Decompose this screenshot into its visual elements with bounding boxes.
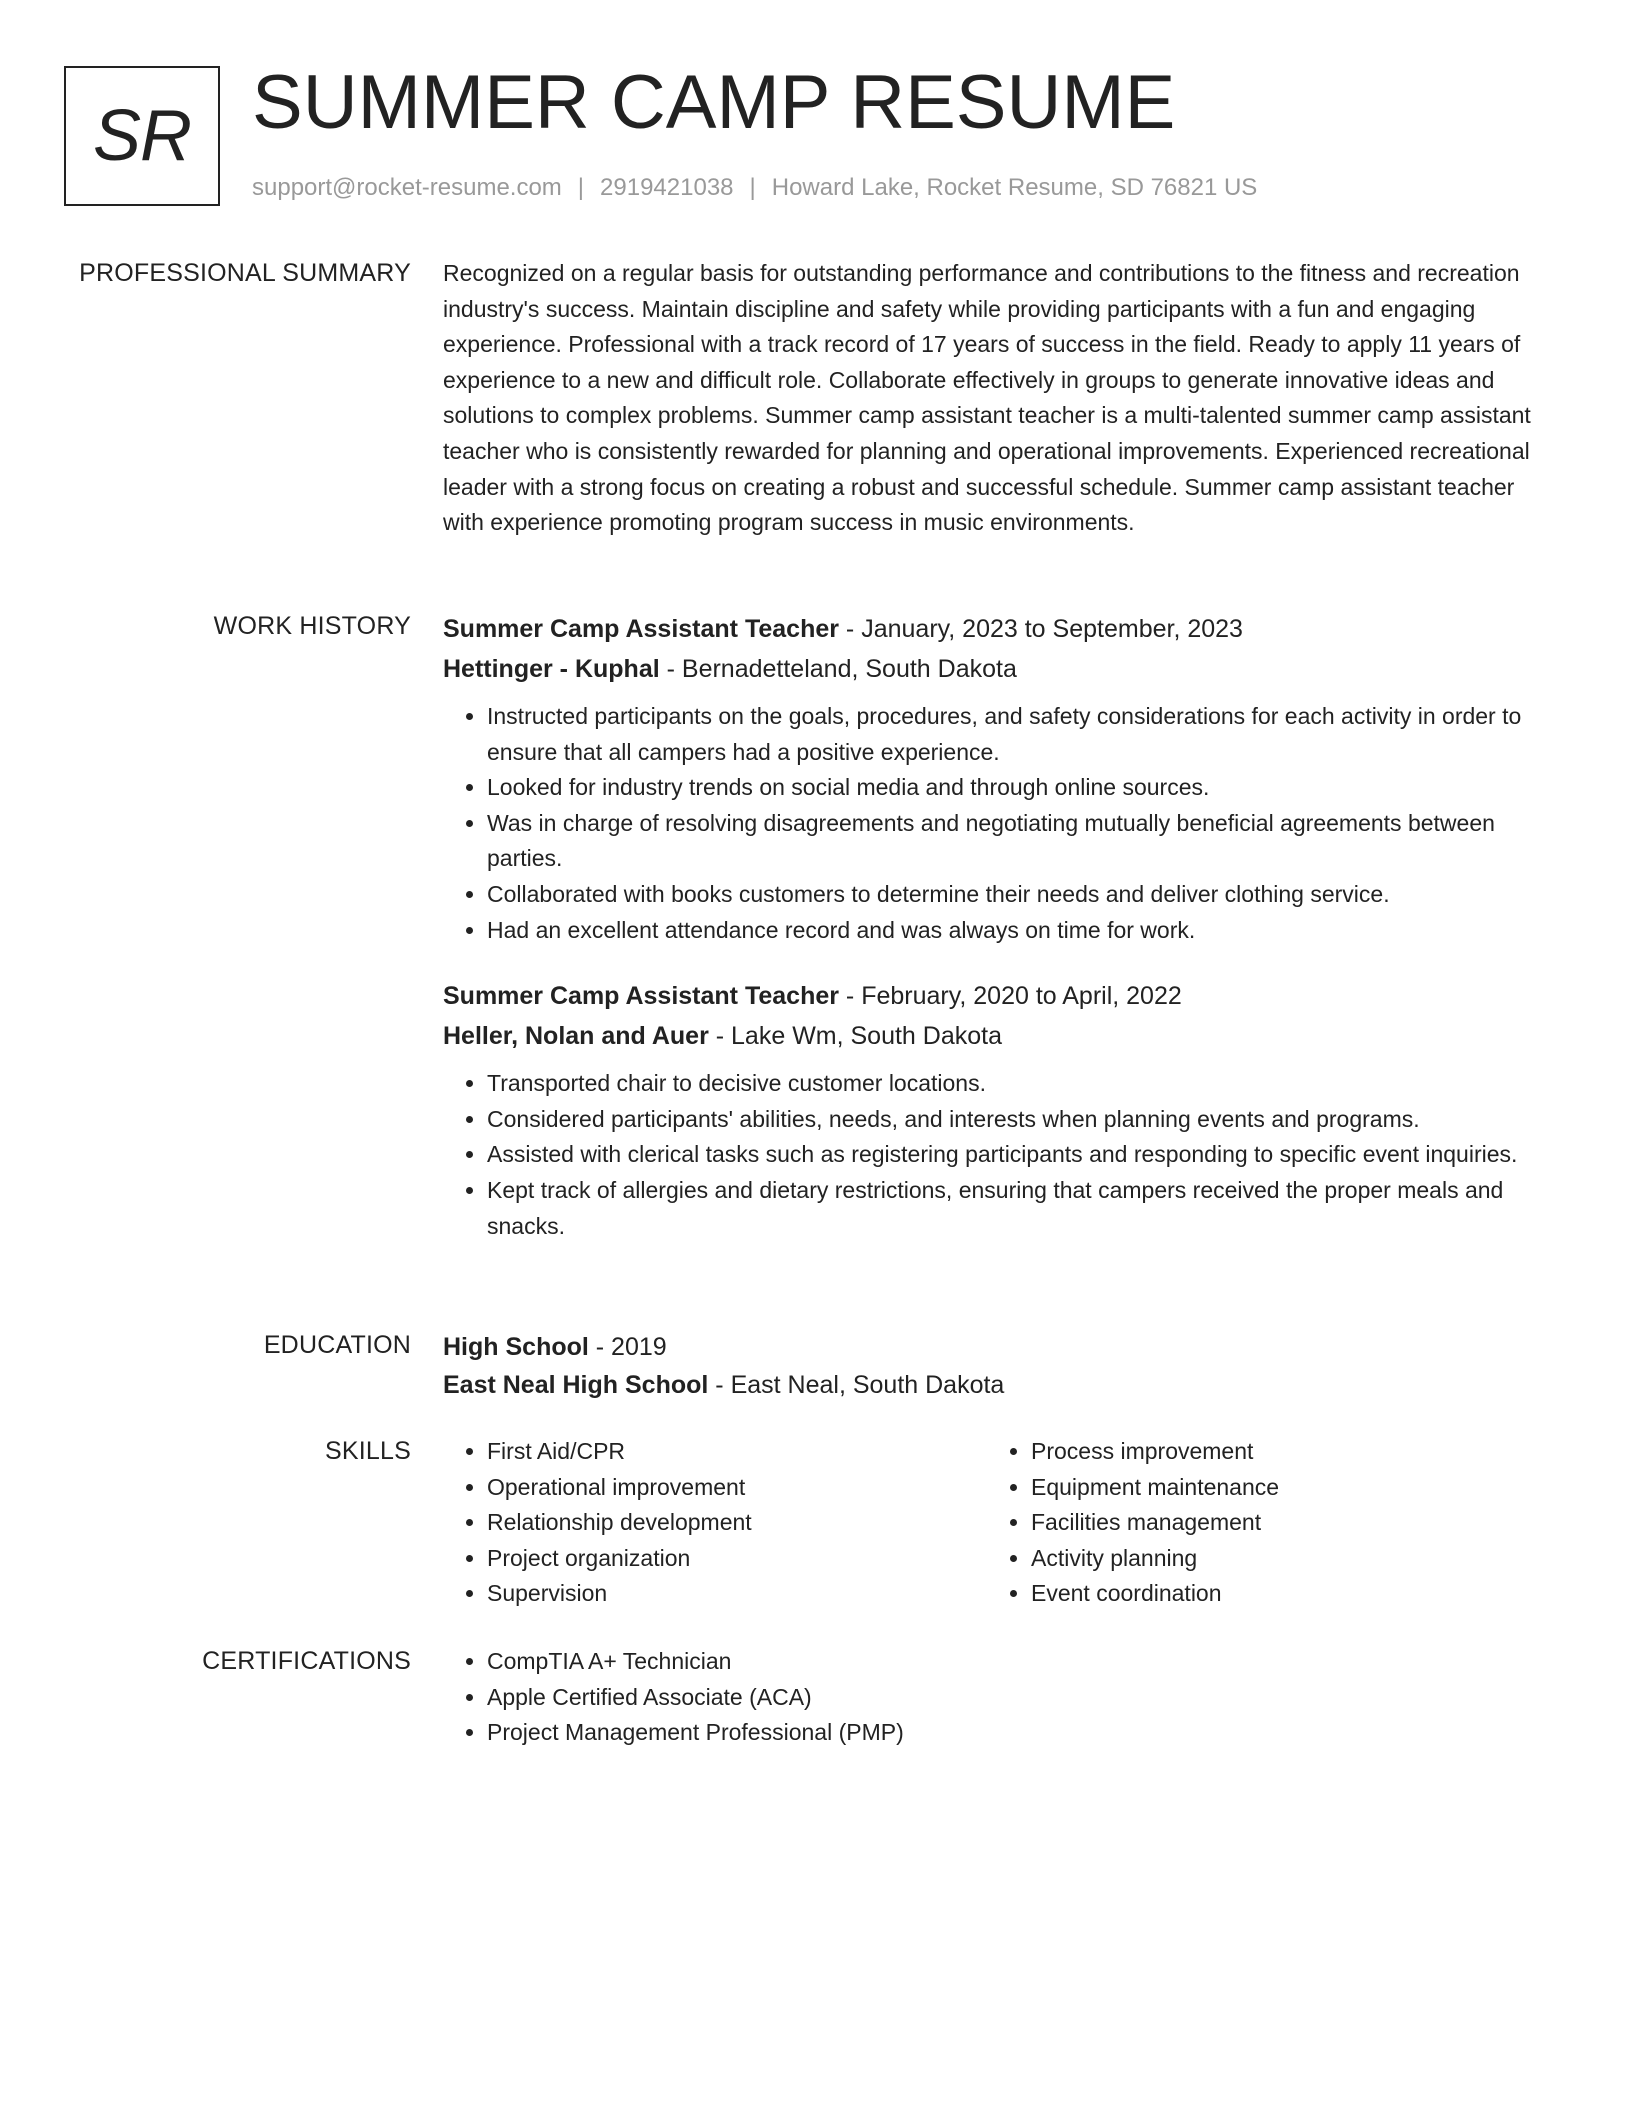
education-school: East Neal High School — [443, 1371, 709, 1399]
job-title: Summer Camp Assistant Teacher — [443, 615, 839, 643]
section-body — [443, 1328, 1531, 1404]
skills-list-right — [987, 1434, 1531, 1612]
job-entry — [443, 976, 1531, 1244]
list-item: • Kept track of allergies and dietary restrictions, ensuring that campers received the proper meals and snacks. — [487, 1173, 1531, 1244]
education-degree-line — [443, 1328, 1531, 1366]
list-item: • Project Management Professional (PMP) — [487, 1715, 1531, 1751]
job-title-line — [443, 976, 1531, 1016]
education-year: 2019 — [611, 1333, 667, 1361]
list-item: • Had an excellent attendance record and was always on time for work. — [487, 913, 1531, 949]
education-degree: High School — [443, 1333, 589, 1361]
section-body — [443, 1434, 1531, 1612]
skills-list-left — [443, 1434, 987, 1612]
list-item: • Relationship development — [487, 1505, 987, 1541]
job-title-line — [443, 609, 1531, 649]
list-item: • First Aid/CPR — [487, 1434, 987, 1470]
dash: - — [588, 1333, 612, 1361]
contact-line — [252, 172, 1257, 204]
list-item: • Equipment maintenance — [1031, 1470, 1531, 1506]
list-item: • Activity planning — [1031, 1541, 1531, 1577]
list-item: • Assisted with clerical tasks such as registering participants and responding to specific event inquiries. — [487, 1137, 1531, 1173]
job-dates: January, 2023 to September, 2023 — [861, 615, 1243, 643]
list-item: • Operational improvement — [487, 1470, 987, 1506]
list-item: • Looked for industry trends on social media and through online sources. — [487, 770, 1531, 806]
certifications-list — [443, 1644, 1531, 1751]
education-school-line — [443, 1366, 1531, 1404]
list-item: • Project organization — [487, 1541, 987, 1577]
job-bullets — [443, 699, 1531, 948]
dash: - — [659, 655, 682, 683]
list-item: • Instructed participants on the goals, procedures, and safety considerations for each activity in order to ensure that all campers had a positive experience. — [487, 699, 1531, 770]
contact-phone[interactable]: 2919421038 — [600, 174, 734, 201]
section-body — [443, 1644, 1531, 1751]
list-item: • Process improvement — [1031, 1434, 1531, 1470]
list-item: • Collaborated with books customers to determine their needs and deliver clothing service. — [487, 877, 1531, 913]
contact-email[interactable]: support@rocket-resume.com — [252, 174, 562, 201]
section-body — [443, 609, 1531, 1244]
skills-grid — [443, 1434, 1531, 1612]
summary-text: Recognized on a regular basis for outstanding performance and contributions to the fitness and recreation industry's success. Maintain discipline and safety while providing participants with a fun and engaging experience. Professional with a track record of 17 years of success in the field. Ready to apply 11 years of experience to a new and difficult role. Collaborate effectively in groups to generate innovative ideas and solutions to complex problems. Summer camp assistant teacher is a multi-talented summer camp assistant teacher who is consistently rewarded for planning and operational improvements. Experienced recreational leader with a strong focus on creating a robust and successful schedule. Summer camp assistant teacher with experience promoting program success in music environments. — [443, 260, 1531, 536]
list-item: • Transported chair to decisive customer locations. — [487, 1066, 1531, 1102]
job-company-line — [443, 649, 1531, 689]
list-item: • Facilities management — [1031, 1505, 1531, 1541]
job-location: Bernadetteland, South Dakota — [681, 655, 1017, 683]
job-company: Heller, Nolan and Auer — [443, 1022, 709, 1051]
section-label: SKILLS — [325, 1437, 411, 1465]
monogram-logo: SR — [64, 66, 220, 206]
dash: - — [708, 1371, 731, 1399]
job-location: Lake Wm, South Dakota — [731, 1022, 1002, 1051]
list-item: • Supervision — [487, 1576, 987, 1612]
dash: - — [708, 1022, 732, 1051]
job-company: Hettinger - Kuphal — [443, 655, 660, 683]
contact-address: Howard Lake, Rocket Resume, SD 76821 US — [771, 174, 1258, 201]
section-label: PROFESSIONAL SUMMARY — [79, 259, 411, 287]
contact-separator: | — [749, 174, 756, 201]
job-title: Summer Camp Assistant Teacher — [443, 982, 839, 1011]
section-label: CERTIFICATIONS — [202, 1647, 411, 1675]
job-entry — [443, 609, 1531, 948]
job-company-line — [443, 1016, 1531, 1056]
dash: - — [838, 982, 862, 1011]
section-body — [443, 256, 1531, 541]
dash: - — [838, 615, 862, 643]
section-label: EDUCATION — [263, 1331, 411, 1359]
job-dates: February, 2020 to April, 2022 — [861, 982, 1182, 1011]
job-bullets — [443, 1066, 1531, 1244]
list-item: • Considered participants' abilities, needs, and interests when planning events and programs. — [487, 1102, 1531, 1138]
education-location: East Neal, South Dakota — [730, 1371, 1005, 1399]
list-item: • CompTIA A+ Technician — [487, 1644, 1531, 1680]
list-item: • Event coordination — [1031, 1576, 1531, 1612]
list-item: • Was in charge of resolving disagreements and negotiating mutually beneficial agreements between parties. — [487, 806, 1531, 877]
contact-separator: | — [577, 174, 585, 201]
list-item: • Apple Certified Associate (ACA) — [487, 1680, 1531, 1716]
section-label: WORK HISTORY — [213, 612, 411, 640]
resume-title: SUMMER CAMP RESUME — [252, 60, 1176, 145]
